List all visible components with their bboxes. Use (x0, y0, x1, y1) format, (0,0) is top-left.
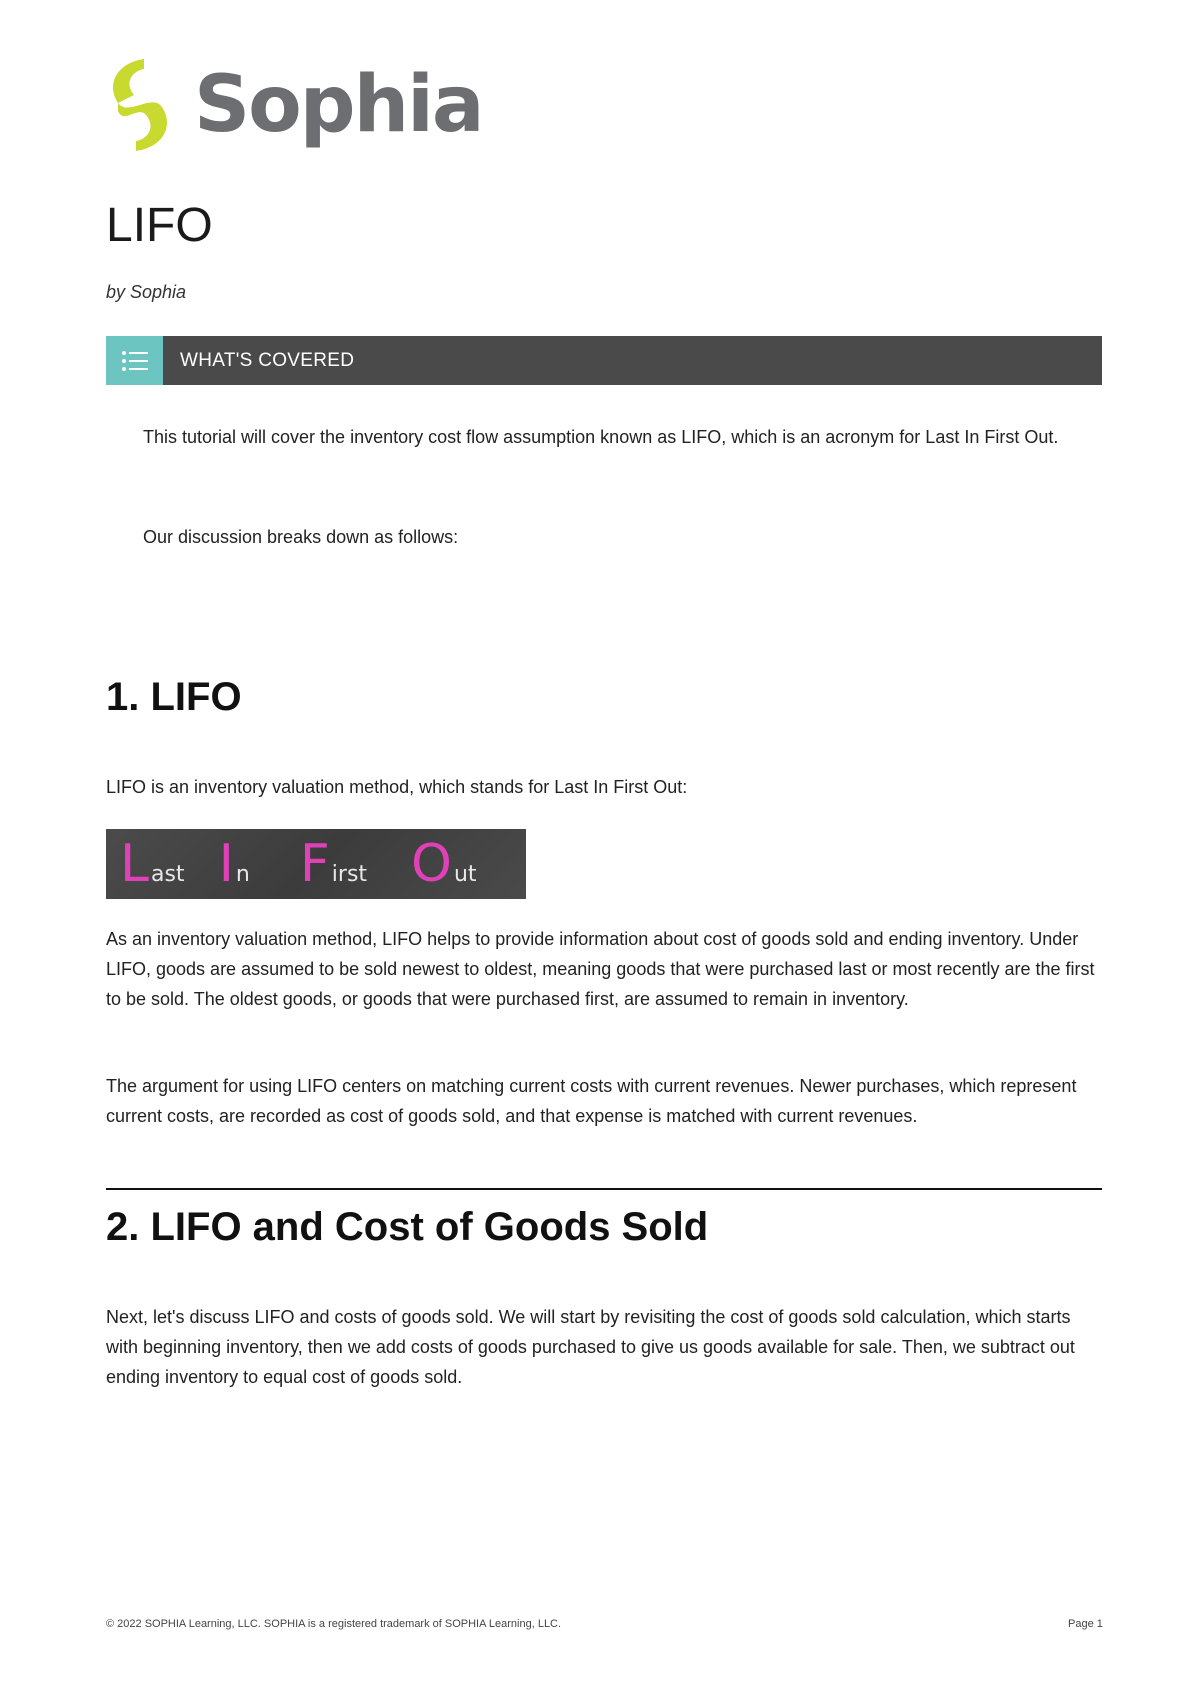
banner-word-out: O ut (411, 834, 477, 894)
whats-covered-intro: This tutorial will cover the inventory cost flow assumption known as LIFO, which is an acronym for Last In First Out. (143, 427, 1059, 447)
paragraph: Next, let's discuss LIFO and costs of goods sold. We will start by revisiting the cost of goods sold calculation, which starts with beginning inventory, then we add costs of goods purchased to give us goods available for sale. Then, we subtract out ending inventory to equal cost of goods sold. (106, 1307, 1075, 1387)
byline: by Sophia (106, 282, 187, 302)
paragraph: As an inventory valuation method, LIFO helps to provide information about cost of goods sold and ending inventory. Under LIFO, goods are assumed to be sold newest to oldest, meaning goods that were purchased last or most recently are the first to be sold. The oldest goods, or goods that were purchased first, are assumed to remain in inventory. (106, 929, 1095, 1009)
section-heading-cogs: 2. LIFO and Cost of Goods Sold (106, 1205, 709, 1249)
banner-word-last: L ast (120, 834, 185, 894)
paragraph: The argument for using LIFO centers on matching current costs with current revenues. Newer purchases, which represent current costs, are recorded as cost of goods sold, and that expense is matched with current revenues. (106, 1076, 1077, 1126)
footer-page-number: Page 1 (1068, 1618, 1103, 1630)
footer-copyright: © 2022 SOPHIA Learning, LLC. SOPHIA is a registered trademark of SOPHIA Learning, LLC. (106, 1618, 562, 1630)
banner-word-in: I n (218, 834, 250, 894)
whats-covered-breakdown: Our discussion breaks down as follows: (143, 527, 459, 547)
paragraph: LIFO is an inventory valuation method, which stands for Last In First Out: (106, 777, 688, 797)
whats-covered-bar (106, 336, 1102, 385)
page-title: LIFO (106, 199, 213, 252)
list-icon (106, 336, 163, 385)
section-divider (106, 1188, 1102, 1190)
lifo-acronym-banner (106, 829, 526, 899)
sophia-leaf-icon (104, 55, 176, 155)
logo-wordmark: Sophia (194, 60, 483, 150)
whats-covered-label: WHAT'S COVERED (180, 349, 355, 371)
section-heading-lifo: 1. LIFO (106, 675, 242, 719)
banner-word-first: F irst (299, 834, 368, 894)
sophia-logo (104, 55, 483, 155)
